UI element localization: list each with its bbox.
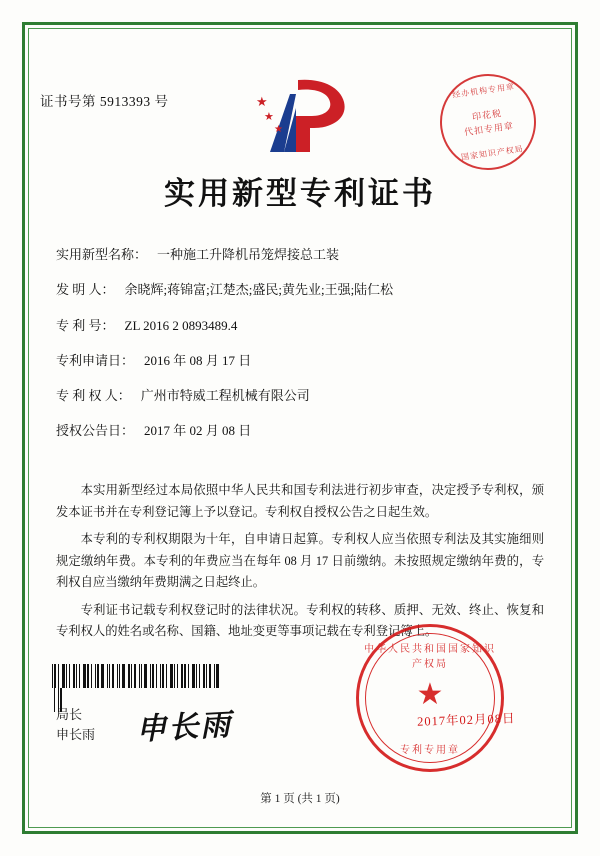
seal-arc-top: 中华人民共和国国家知识产权局 (364, 644, 496, 670)
field-row-utility-model-name (56, 248, 550, 262)
body-paragraph-3: 专利证书记载专利权登记时的法律状况。专利权的转移、质押、无效、终止、恢复和专利权人的姓名或名称、国籍、地址变更等事项记载在专利登记簿上。 (56, 602, 544, 639)
field-value: 2017 年 02 月 08 日 (144, 423, 252, 439)
body-paragraph-1: 本实用新型经过本局依照中华人民共和国专利法进行初步审查，决定授予专利权，颁发本证书并在专利登记簿上予以登记。专利权自授权公告之日起生效。 (56, 483, 544, 519)
field-row-inventors (56, 283, 550, 297)
svg-text:★: ★ (256, 95, 268, 110)
certificate-serial-number: 证书号第 5913393 号 (40, 94, 169, 109)
field-label: 专 利 权 人： (56, 388, 131, 404)
field-value: 一种施工升降机吊笼焊接总工装 (157, 247, 340, 262)
field-value: 余晓辉;蒋锦富;江楚杰;盛民;黄先业;王强;陆仁松 (124, 282, 394, 298)
signature-role-label: 局长 (56, 707, 83, 722)
cnipa-official-seal (356, 624, 504, 772)
signature-block (56, 705, 95, 744)
stamp-duty-seal (434, 68, 542, 176)
stamp-duty-seal-arc-top: 经办机构专用章 (451, 81, 516, 100)
certificate-title: 实用新型专利证书 (164, 176, 436, 211)
field-label: 实用新型名称： (56, 247, 148, 262)
body-paragraph-2: 本专利的专利权期限为十年，自申请日起算。专利权人应当依照专利法及其实施细则规定缴纳年费。本专利的年费应当在每年 08 月 17 日前缴纳。未按照规定缴纳年费的，专利权自应当缴纳年费期满之日起终止。 (56, 532, 544, 590)
seal-date: 2017年02月08日 (417, 711, 517, 729)
stamp-duty-seal-line1: 印花税 (471, 108, 503, 123)
field-row-patent-number (56, 319, 550, 333)
seal-star-icon: ★ (416, 678, 444, 711)
field-row-application-date (56, 354, 550, 368)
field-label: 授权公告日： (56, 423, 135, 439)
page-footer: 第 1 页 (共 1 页) (260, 793, 340, 805)
stamp-duty-seal-arc-bottom: 国家知识产权局 (460, 144, 525, 163)
field-value: 2016 年 08 月 17 日 (144, 352, 252, 368)
certificate-fields (56, 248, 550, 460)
handwritten-signature: 申长雨 (135, 708, 233, 747)
seal-arc-bottom: 专利专用章 (400, 745, 460, 756)
field-label: 专利申请日： (56, 352, 135, 368)
field-value: ZL 2016 2 0893489.4 (124, 317, 238, 333)
field-label: 专 利 号： (56, 317, 115, 333)
cnipa-logo-icon (240, 72, 360, 158)
svg-text:★: ★ (274, 124, 283, 135)
svg-text:★: ★ (264, 110, 274, 123)
field-value: 广州市特威工程机械有限公司 (140, 388, 310, 404)
stamp-duty-seal-line2: 代扣专用章 (463, 120, 515, 138)
certificate-body-text (56, 480, 544, 649)
signature-name-label: 申长雨 (56, 726, 96, 742)
certificate-content (40, 40, 560, 816)
field-row-patentee (56, 389, 550, 403)
field-label: 发 明 人： (56, 282, 115, 298)
barcode (52, 664, 220, 688)
field-row-grant-announcement-date (56, 424, 550, 438)
